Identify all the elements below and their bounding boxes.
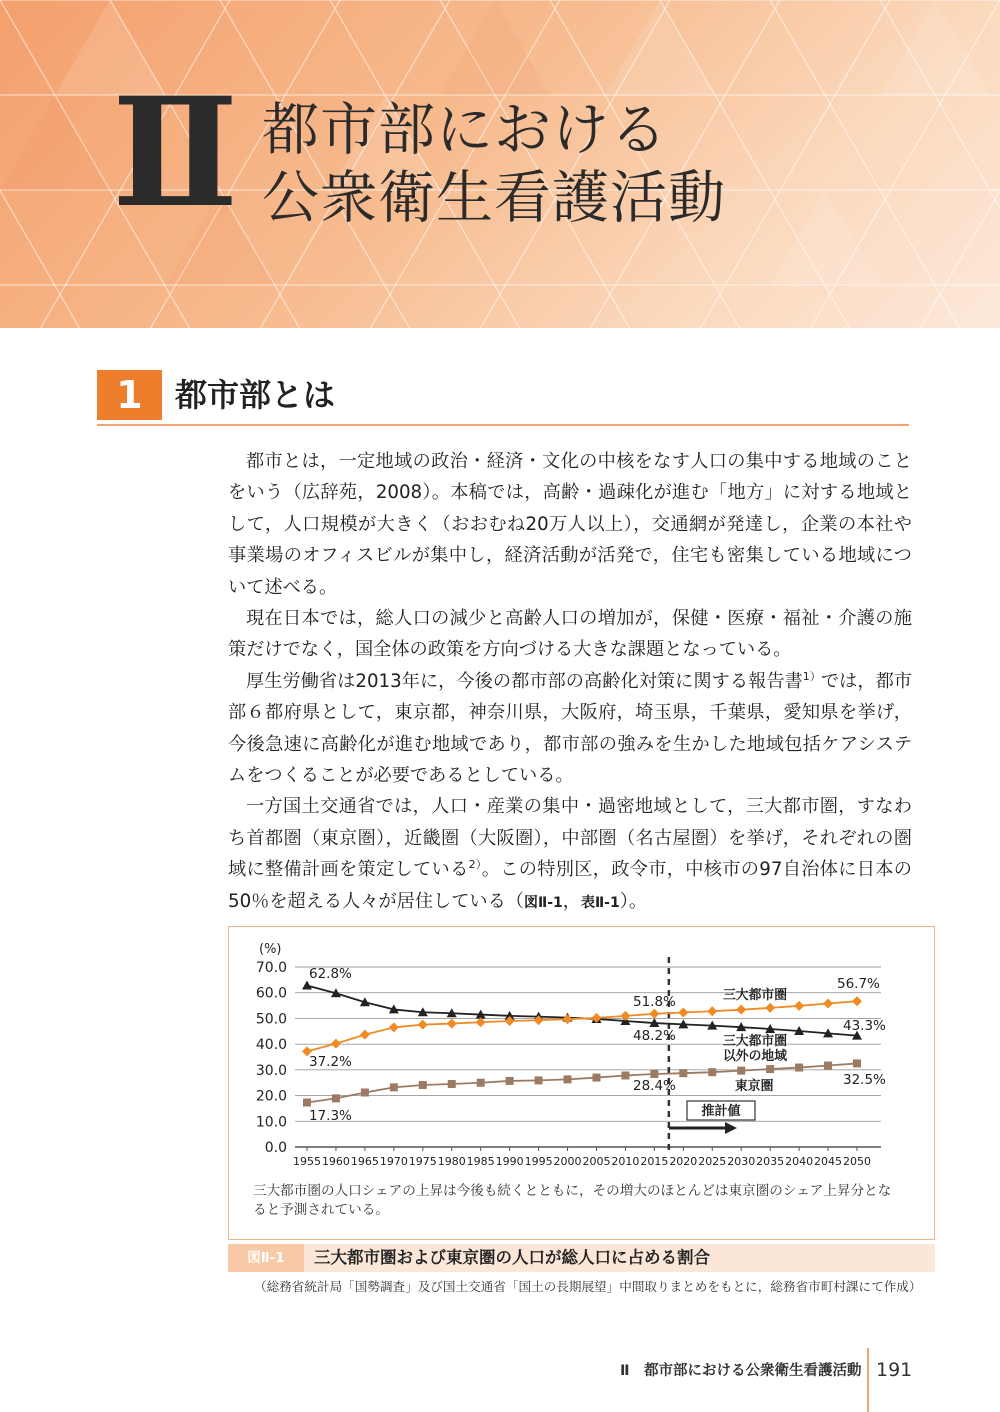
big3-series-label: 三大都市圏 <box>723 988 787 1003</box>
paragraph-3-text-a: 厚生労働省は2013年に，今後の都市部の高齢化対策に関する報告書 <box>246 670 803 692</box>
data-point <box>389 1022 399 1032</box>
footer-rule <box>867 1348 869 1412</box>
y-tick-label: 20.0 <box>255 1088 287 1105</box>
other-series-label-1: 三大都市圏 <box>723 1034 787 1049</box>
data-point <box>679 1069 687 1077</box>
x-tick-label: 2020 <box>669 1155 698 1168</box>
running-title: Ⅱ 都市部における公衆衛生看護活動 <box>620 1363 862 1379</box>
big3-start-label: 37.2% <box>309 1054 352 1070</box>
data-point <box>564 1075 572 1083</box>
paragraph-1: 都市とは，一定地域の政治・経済・文化の中核をなす人口の集中する地域のことをいう（広辞苑，2008）。本稿では，高齢・過疎化が進む「地方」に対する地域として，人口規模が大きく（おおむね20万人以上），交通網が発達し，企業の本社や事業場のオフィスビルが集中し，経済活動が活発で，住宅も密集している地域について述べる。 <box>228 451 912 598</box>
paragraph-4-text-b: 。この特別区，政令市，中核市の97自治体に日本の50％を超える人々が居住している（ <box>228 859 912 912</box>
data-point <box>303 1099 311 1107</box>
x-tick-label: 2005 <box>582 1155 611 1168</box>
y-axis-label: (%) <box>259 942 282 957</box>
data-point <box>620 1011 630 1021</box>
data-point <box>360 1030 370 1040</box>
reference-1: 1） <box>802 669 821 683</box>
data-point <box>332 1094 340 1102</box>
body-text <box>228 446 912 919</box>
chapter-title <box>262 96 726 232</box>
data-point <box>708 1068 716 1076</box>
data-point <box>650 1070 658 1078</box>
data-point <box>506 1077 514 1085</box>
section-heading <box>97 368 909 426</box>
tokyo-series-label: 東京圏 <box>735 1079 774 1094</box>
line-chart <box>229 927 934 1179</box>
y-tick-label: 40.0 <box>255 1037 287 1054</box>
big3-2015-label: 51.8% <box>633 994 676 1010</box>
figure-label: 図Ⅱ-1 <box>228 1244 304 1272</box>
x-tick-label: 1960 <box>321 1155 350 1168</box>
data-point <box>853 1059 861 1067</box>
y-tick-label: 10.0 <box>255 1114 287 1131</box>
paragraph-4 <box>228 791 912 919</box>
reference-2: 2） <box>468 858 482 872</box>
data-point <box>419 1081 427 1089</box>
x-tick-label: 2035 <box>756 1155 785 1168</box>
paragraph-3 <box>228 666 912 792</box>
data-point <box>390 1083 398 1091</box>
section-number: 1 <box>97 370 162 420</box>
x-tick-label: 2040 <box>785 1155 814 1168</box>
data-point <box>824 1061 832 1069</box>
x-tick-label: 1985 <box>466 1155 495 1168</box>
chapter-number: Ⅱ <box>112 65 233 241</box>
projection-label: 推計値 <box>701 1104 741 1119</box>
data-point <box>418 1020 428 1030</box>
data-point <box>795 1064 803 1072</box>
y-tick-label: 30.0 <box>255 1062 287 1079</box>
data-point <box>766 1065 774 1073</box>
data-point <box>563 1014 573 1024</box>
tokyo-start-label: 17.3% <box>309 1108 352 1124</box>
x-tick-label: 2045 <box>814 1155 843 1168</box>
figure-box <box>228 926 935 1240</box>
value-labels <box>309 966 886 1124</box>
x-tick-label: 2025 <box>698 1155 727 1168</box>
data-point <box>331 1039 341 1049</box>
x-tick-label: 1990 <box>495 1155 524 1168</box>
y-tick-label: 0.0 <box>264 1140 287 1156</box>
figure-source: （総務省統計局「国勢調査」及び国土交通省「国土の長期展望」中間取りまとめをもとに，総務省市町村課にて作成） <box>254 1279 922 1294</box>
tokyo-end-label: 32.5% <box>843 1072 886 1088</box>
data-point <box>621 1072 629 1080</box>
figure-note: 三大都市圏の人口シェアの上昇は今後も続くとともに，その増大のほとんどは東京圏のシェア上昇分となると予測されている。 <box>253 1183 892 1218</box>
x-tick-label: 2000 <box>553 1155 582 1168</box>
x-tick-label: 2030 <box>727 1155 756 1168</box>
figure-title: 三大都市圏および東京圏の人口が総人口に占める割合 <box>314 1248 710 1267</box>
data-point <box>765 1003 775 1013</box>
data-point <box>649 1009 659 1019</box>
data-point <box>535 1076 543 1084</box>
x-tick-label: 2010 <box>611 1155 640 1168</box>
figure-caption <box>228 1244 935 1272</box>
data-point <box>447 1019 457 1029</box>
x-tick-label: 1965 <box>350 1155 379 1168</box>
table-reference: 表Ⅱ-1 <box>580 894 620 911</box>
y-tick-label: 60.0 <box>255 985 287 1002</box>
other-2015-label: 48.2% <box>633 1028 676 1044</box>
x-tick-label: 2050 <box>843 1155 871 1168</box>
data-point <box>477 1079 485 1087</box>
data-point <box>736 1005 746 1015</box>
data-point <box>592 1074 600 1082</box>
series-labels <box>723 987 787 1094</box>
paragraph-3-text-b: では，都市部６都府県として，東京都，神奈川県，大阪府，埼玉県，千葉県，愛知県を挙げ，今後急速に高齢化が進む地域であり，都市部の強みを生かした地域包括ケアシステムをつくることが必要であるとしている。 <box>228 670 912 787</box>
other-start-label: 62.8% <box>309 966 352 982</box>
data-point <box>361 1088 369 1096</box>
reference-separator: ， <box>562 890 581 912</box>
section-title: 都市部とは <box>175 376 336 414</box>
data-point <box>852 996 862 1006</box>
figure-reference: 図Ⅱ-1 <box>523 894 563 911</box>
data-point <box>448 1080 456 1088</box>
other-series-label-2: 以外の地域 <box>723 1049 787 1064</box>
chapter-title-line2: 公衆衛生看護活動 <box>262 165 726 231</box>
series-line <box>307 1063 857 1102</box>
data-point <box>737 1067 745 1075</box>
chart-grid <box>295 967 881 1147</box>
y-tick-label: 70.0 <box>255 960 287 976</box>
data-point <box>707 1006 717 1016</box>
x-tick-label: 1975 <box>408 1155 437 1168</box>
y-tick-label: 50.0 <box>255 1011 287 1028</box>
page-number: 191 <box>876 1359 913 1381</box>
x-tick-label: 1955 <box>293 1155 321 1168</box>
chapter-banner <box>0 0 1000 328</box>
tokyo-2015-label: 28.4% <box>633 1078 676 1094</box>
data-point <box>823 999 833 1009</box>
x-tick-label: 1980 <box>437 1155 466 1168</box>
data-point <box>678 1008 688 1018</box>
chapter-title-line1: 都市部における <box>262 97 668 163</box>
paragraph-2: 現在日本では，総人口の減少と高齢人口の増加が，保健・医療・福祉・介護の施策だけでなく，国全体の政策を方向づける大きな課題となっている。 <box>228 608 912 661</box>
paragraph-4-end: ）。 <box>619 890 648 912</box>
other-end-label: 43.3% <box>843 1018 886 1034</box>
x-tick-label: 1995 <box>524 1155 553 1168</box>
big3-end-label: 56.7% <box>837 976 880 992</box>
x-tick-label: 2015 <box>640 1155 669 1168</box>
paragraph-4-text-a: 一方国土交通省では，人口・産業の集中・過密地域として，三大都市圏，すなわち首都圏（東京圏），近畿圏（大阪圏），中部圏（名古屋圏）を挙げ，それぞれの圏域に整備計画を策定している <box>228 796 912 881</box>
x-tick-label: 1970 <box>379 1155 408 1168</box>
data-point <box>794 1001 804 1011</box>
projection-arrow-icon <box>725 1122 737 1134</box>
